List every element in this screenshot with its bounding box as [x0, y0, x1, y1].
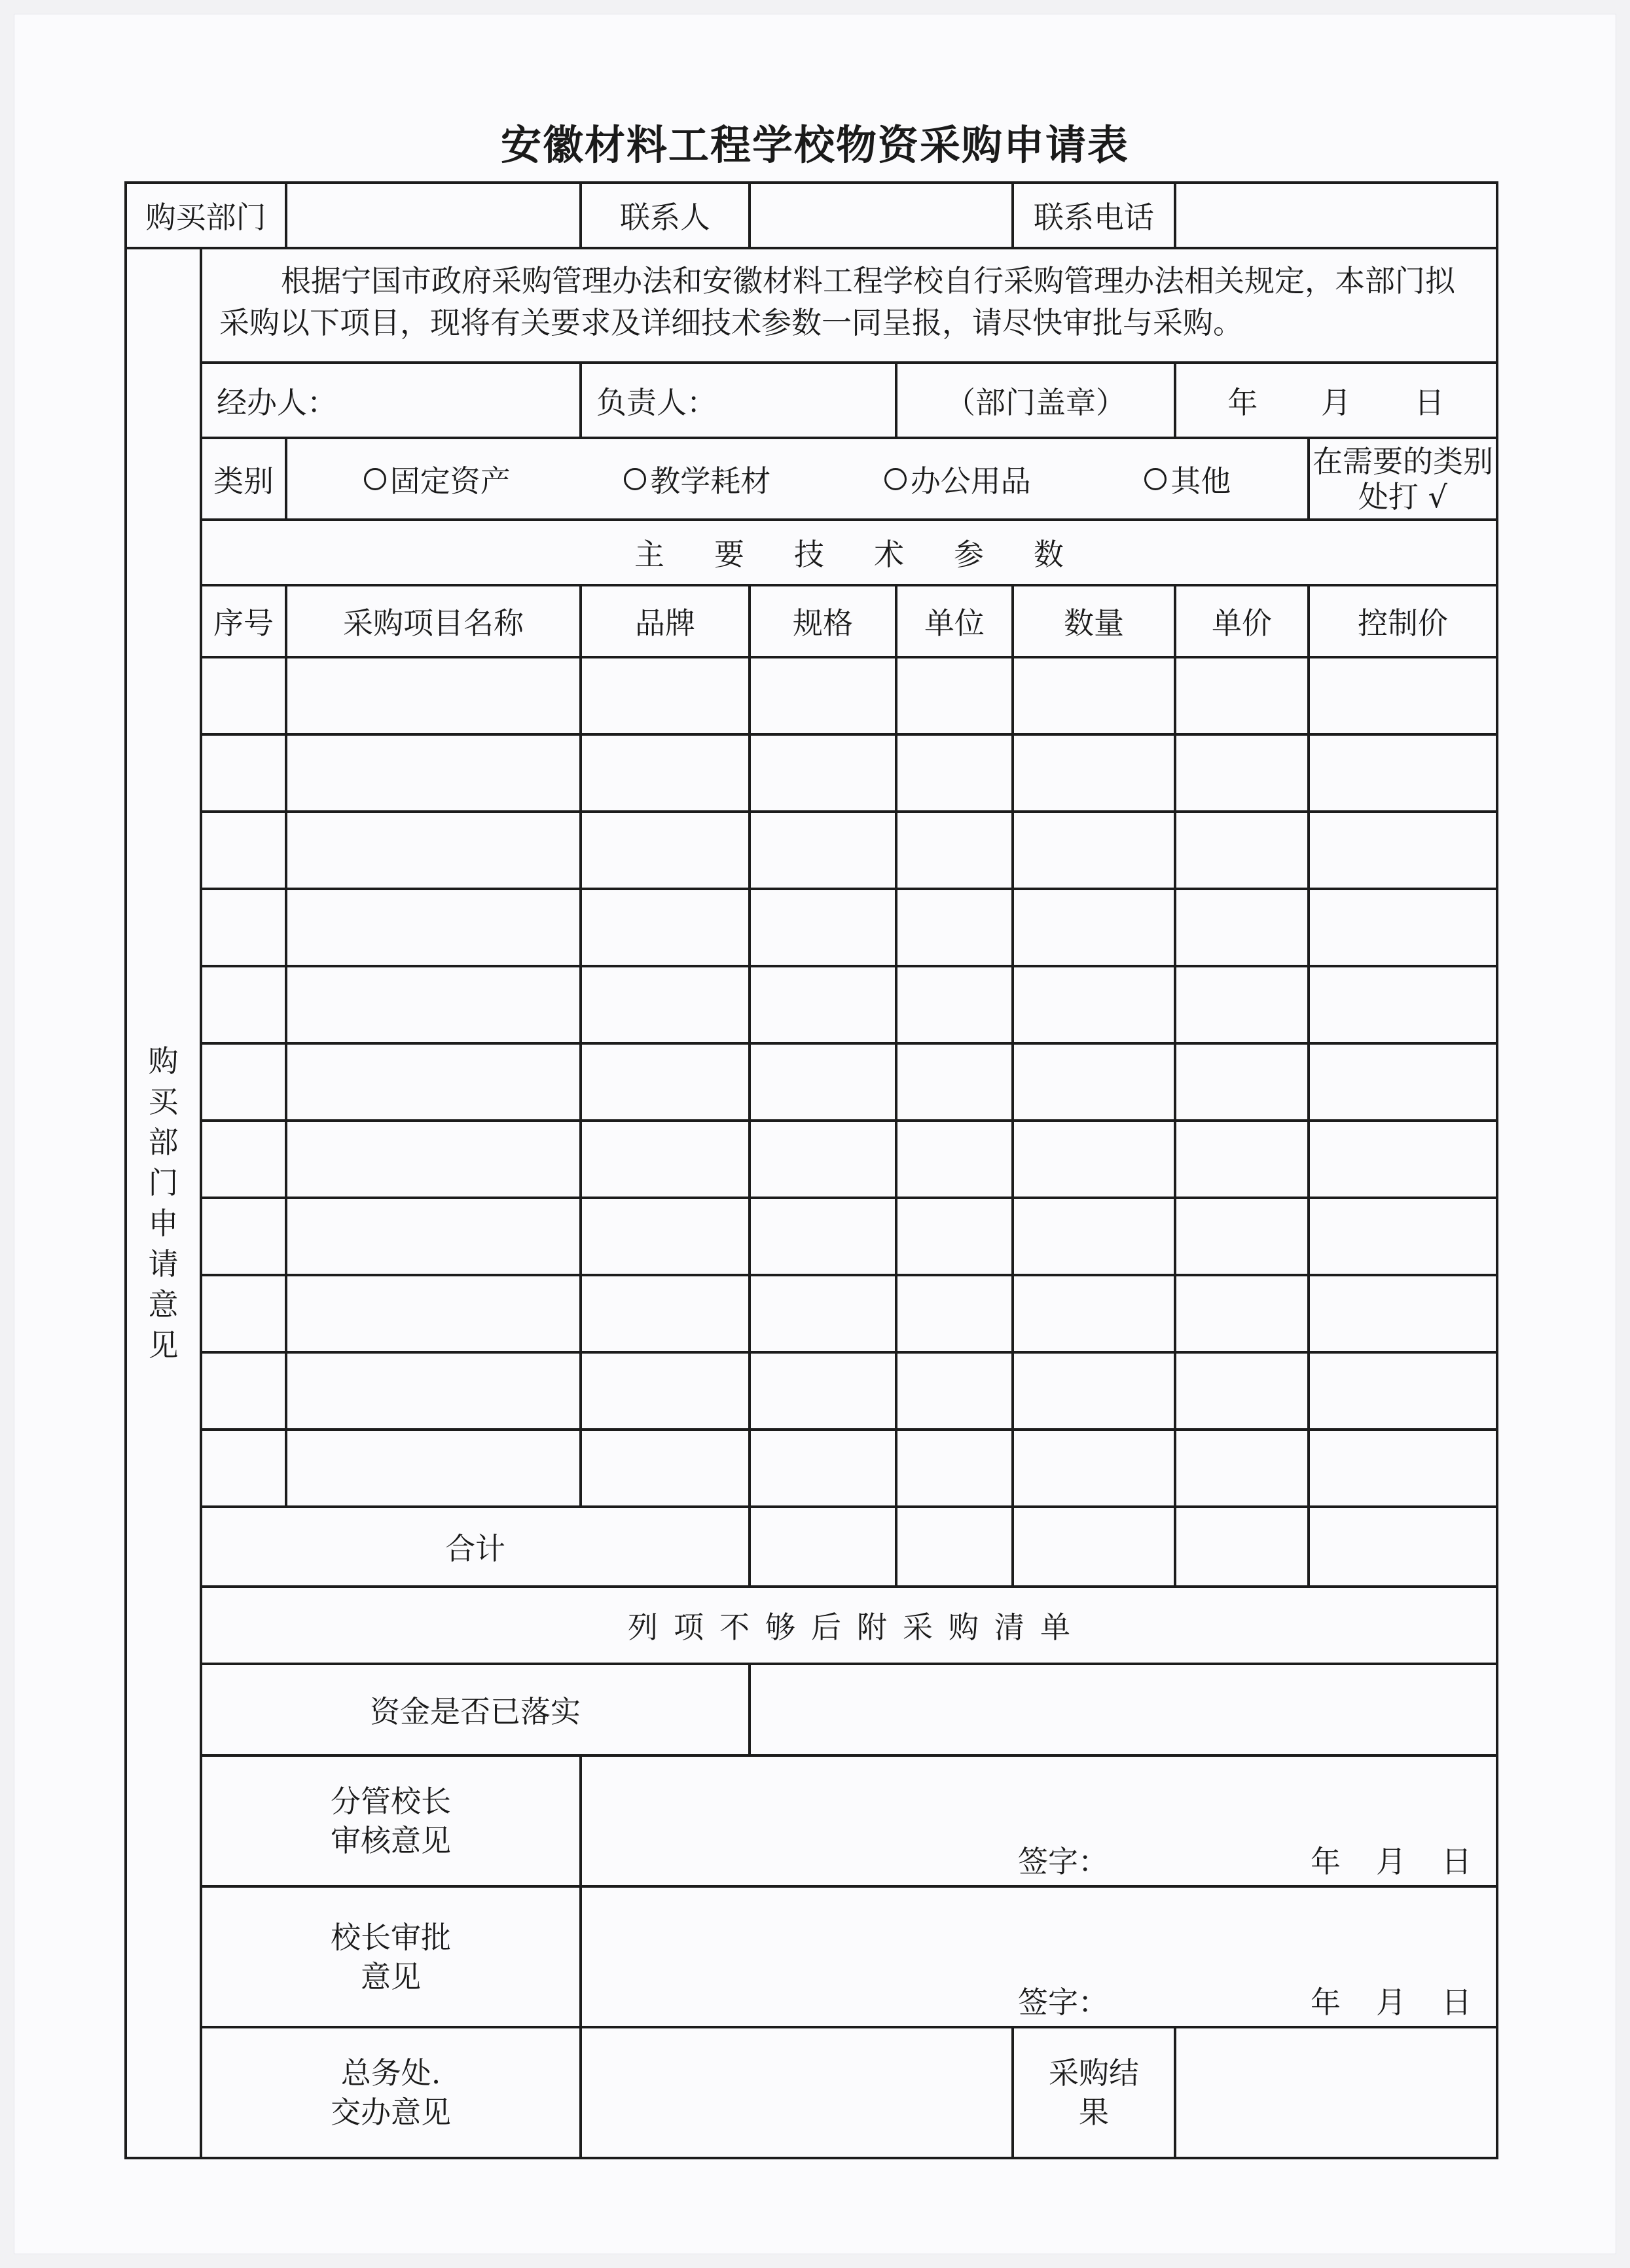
vice-principal-label: 分管校长 审核意见: [201, 1755, 581, 1886]
cell[interactable]: [750, 889, 896, 966]
cell[interactable]: [286, 889, 581, 966]
dept-field[interactable]: [286, 183, 581, 248]
cell[interactable]: [581, 966, 750, 1043]
cell[interactable]: [896, 889, 1013, 966]
year-label: 年: [1311, 1985, 1341, 2020]
funds-label: 资金是否已落实: [201, 1664, 750, 1755]
total-label: 合计: [201, 1507, 750, 1587]
month-label: 月: [1376, 1985, 1406, 2020]
tech-params-heading: 主 要 技 术 参 数: [201, 520, 1497, 585]
cell[interactable]: [896, 966, 1013, 1043]
cell[interactable]: [1309, 1121, 1497, 1198]
total-cell[interactable]: [750, 1507, 896, 1587]
cell[interactable]: [201, 1275, 286, 1352]
cell[interactable]: [201, 1352, 286, 1430]
year-label: 年: [1311, 1844, 1341, 1879]
cell[interactable]: [1175, 966, 1309, 1043]
cell[interactable]: [581, 1352, 750, 1430]
form-title: 安徽材料工程学校物资采购申请表: [500, 121, 1129, 169]
col-header-quantity: 数量: [1013, 585, 1175, 657]
cell[interactable]: [896, 1198, 1013, 1275]
cell[interactable]: [1175, 812, 1309, 889]
attach-list-note: 列 项 不 够 后 附 采 购 清 单: [201, 1587, 1497, 1664]
table-row: [126, 1275, 1497, 1352]
cell[interactable]: [1175, 1198, 1309, 1275]
cell[interactable]: [286, 1275, 581, 1352]
table-row: [126, 1043, 1497, 1121]
cell[interactable]: [1309, 966, 1497, 1043]
cell[interactable]: [1013, 1121, 1175, 1198]
cell[interactable]: [286, 1198, 581, 1275]
cell[interactable]: [286, 657, 581, 734]
category-label: 类别: [201, 438, 286, 520]
cell[interactable]: [1013, 889, 1175, 966]
cell[interactable]: [750, 657, 896, 734]
cell[interactable]: [201, 734, 286, 812]
col-header-spec: 规格: [750, 585, 896, 657]
form-page: [14, 14, 1616, 2254]
table-row: [126, 1121, 1497, 1198]
cell[interactable]: [750, 1043, 896, 1121]
date-field[interactable]: [1175, 363, 1497, 438]
cell[interactable]: [750, 734, 896, 812]
cell[interactable]: [896, 812, 1013, 889]
total-cell[interactable]: [1013, 1507, 1175, 1587]
cell[interactable]: [201, 1121, 286, 1198]
responsible-field[interactable]: [581, 363, 896, 438]
table-row: [126, 1352, 1497, 1430]
cell[interactable]: [286, 1043, 581, 1121]
category-note: 在需要的类别处打 √: [1309, 438, 1497, 520]
cell[interactable]: [896, 1275, 1013, 1352]
col-header-unit-price: 单价: [1175, 585, 1309, 657]
general-affairs-label: 总务处. 交办意见: [201, 2027, 581, 2158]
category-option-other[interactable]: 其他: [1144, 458, 1231, 501]
cell[interactable]: [1309, 889, 1497, 966]
cell[interactable]: [1013, 1430, 1175, 1507]
table-row: [126, 812, 1497, 889]
cell[interactable]: [201, 1430, 286, 1507]
cell[interactable]: [1175, 1430, 1309, 1507]
day-label: 日: [1441, 1985, 1472, 2020]
radio-circle-icon: [1144, 468, 1167, 490]
sign-label: 签字：: [1018, 1985, 1108, 2020]
total-cell[interactable]: [896, 1507, 1013, 1587]
cell[interactable]: [750, 1198, 896, 1275]
cell[interactable]: [750, 812, 896, 889]
cell[interactable]: [1175, 1352, 1309, 1430]
general-affairs-field[interactable]: [581, 2027, 1013, 2158]
cell[interactable]: [581, 1198, 750, 1275]
table-row: [126, 889, 1497, 966]
sign-label: 签字：: [1018, 1844, 1108, 1879]
category-option-teaching-supplies[interactable]: 教学耗材: [624, 458, 770, 501]
radio-circle-icon: [624, 468, 646, 490]
cell[interactable]: [1013, 1043, 1175, 1121]
cell[interactable]: [1013, 812, 1175, 889]
purchase-result-field[interactable]: [1175, 2027, 1497, 2158]
cell[interactable]: [286, 1430, 581, 1507]
cell[interactable]: [896, 1121, 1013, 1198]
cell[interactable]: [581, 1043, 750, 1121]
cell[interactable]: [581, 734, 750, 812]
purchase-result-label: 采购结 果: [1013, 2027, 1175, 2158]
table-row: [126, 966, 1497, 1043]
cell[interactable]: [201, 812, 286, 889]
cell[interactable]: [1175, 657, 1309, 734]
cell[interactable]: [286, 734, 581, 812]
cell[interactable]: [581, 1121, 750, 1198]
cell[interactable]: [750, 1430, 896, 1507]
month-label: 月: [1320, 384, 1351, 420]
funds-field[interactable]: [750, 1664, 1497, 1755]
table-row: [126, 1198, 1497, 1275]
purchase-application-table: [124, 181, 1498, 2159]
cell[interactable]: [286, 1121, 581, 1198]
cell[interactable]: [750, 1121, 896, 1198]
cell[interactable]: [750, 1352, 896, 1430]
table-row: [126, 657, 1497, 734]
col-header-control-price: 控制价: [1309, 585, 1497, 657]
cell[interactable]: [1013, 1275, 1175, 1352]
cell[interactable]: [1309, 1198, 1497, 1275]
handler-field[interactable]: [201, 363, 581, 438]
handler-label: 经办人：: [217, 384, 337, 420]
cell[interactable]: [1309, 1043, 1497, 1121]
cell[interactable]: [581, 1275, 750, 1352]
col-header-unit: 单位: [896, 585, 1013, 657]
cell[interactable]: [1175, 1043, 1309, 1121]
table-row: [126, 734, 1497, 812]
cell[interactable]: [1309, 1352, 1497, 1430]
cell[interactable]: [1309, 734, 1497, 812]
cell[interactable]: [1013, 657, 1175, 734]
cell[interactable]: [1013, 1198, 1175, 1275]
cell[interactable]: [1013, 966, 1175, 1043]
cell[interactable]: [896, 1430, 1013, 1507]
intro-text: 根据宁国市政府采购管理办法和安徽材料工程学校自行采购管理办法相关规定，本部门拟采购以下项目，现将有关要求及详细技术参数一同呈报，请尽快审批与采购。: [201, 248, 1497, 363]
cell[interactable]: [201, 966, 286, 1043]
category-options: [286, 438, 1309, 520]
phone-field[interactable]: [1175, 183, 1497, 248]
cell[interactable]: [201, 889, 286, 966]
total-cell[interactable]: [1309, 1507, 1497, 1587]
vice-principal-opinion-field[interactable]: [581, 1755, 1497, 1886]
year-label: 年: [1227, 384, 1258, 420]
month-label: 月: [1376, 1844, 1406, 1879]
principal-opinion-field[interactable]: [581, 1886, 1497, 2027]
principal-label: 校长审批 意见: [201, 1886, 581, 2027]
cell[interactable]: [1309, 812, 1497, 889]
cell[interactable]: [1013, 734, 1175, 812]
cell[interactable]: [581, 657, 750, 734]
cell[interactable]: [1013, 1352, 1175, 1430]
cell[interactable]: [1309, 657, 1497, 734]
category-option-fixed-assets[interactable]: 固定资产: [364, 458, 511, 501]
total-row: [126, 1507, 1497, 1587]
day-label: 日: [1441, 1844, 1472, 1879]
table-row: [126, 1430, 1497, 1507]
cell[interactable]: [581, 1430, 750, 1507]
category-option-office-supplies[interactable]: 办公用品: [884, 458, 1031, 501]
contact-label: 联系人: [581, 183, 750, 248]
day-label: 日: [1414, 384, 1445, 420]
radio-circle-icon: [884, 468, 907, 490]
cell[interactable]: [750, 966, 896, 1043]
cell[interactable]: [896, 734, 1013, 812]
col-header-index: 序号: [201, 585, 286, 657]
cell[interactable]: [1175, 1121, 1309, 1198]
dept-label: 购买部门: [126, 183, 286, 248]
cell[interactable]: [896, 1352, 1013, 1430]
cell[interactable]: [1309, 1275, 1497, 1352]
cell[interactable]: [1175, 734, 1309, 812]
cell[interactable]: [286, 966, 581, 1043]
cell[interactable]: [286, 1352, 581, 1430]
cell[interactable]: [201, 657, 286, 734]
col-header-item-name: 采购项目名称: [286, 585, 581, 657]
cell[interactable]: [581, 889, 750, 966]
cell[interactable]: [1175, 889, 1309, 966]
responsible-label: 负责人：: [596, 384, 717, 420]
col-header-brand: 品牌: [581, 585, 750, 657]
phone-label: 联系电话: [1013, 183, 1175, 248]
cell[interactable]: [286, 812, 581, 889]
radio-circle-icon: [364, 468, 386, 490]
side-label-dept-opinion: 购 买 部 门 申 请 意 见: [126, 248, 201, 2158]
total-cell[interactable]: [1175, 1507, 1309, 1587]
contact-field[interactable]: [750, 183, 1013, 248]
cell[interactable]: [896, 657, 1013, 734]
cell[interactable]: [581, 812, 750, 889]
cell[interactable]: [201, 1043, 286, 1121]
cell[interactable]: [750, 1275, 896, 1352]
cell[interactable]: [201, 1198, 286, 1275]
cell[interactable]: [896, 1043, 1013, 1121]
stamp-label: （部门盖章）: [896, 363, 1175, 438]
cell[interactable]: [1309, 1430, 1497, 1507]
cell[interactable]: [1175, 1275, 1309, 1352]
